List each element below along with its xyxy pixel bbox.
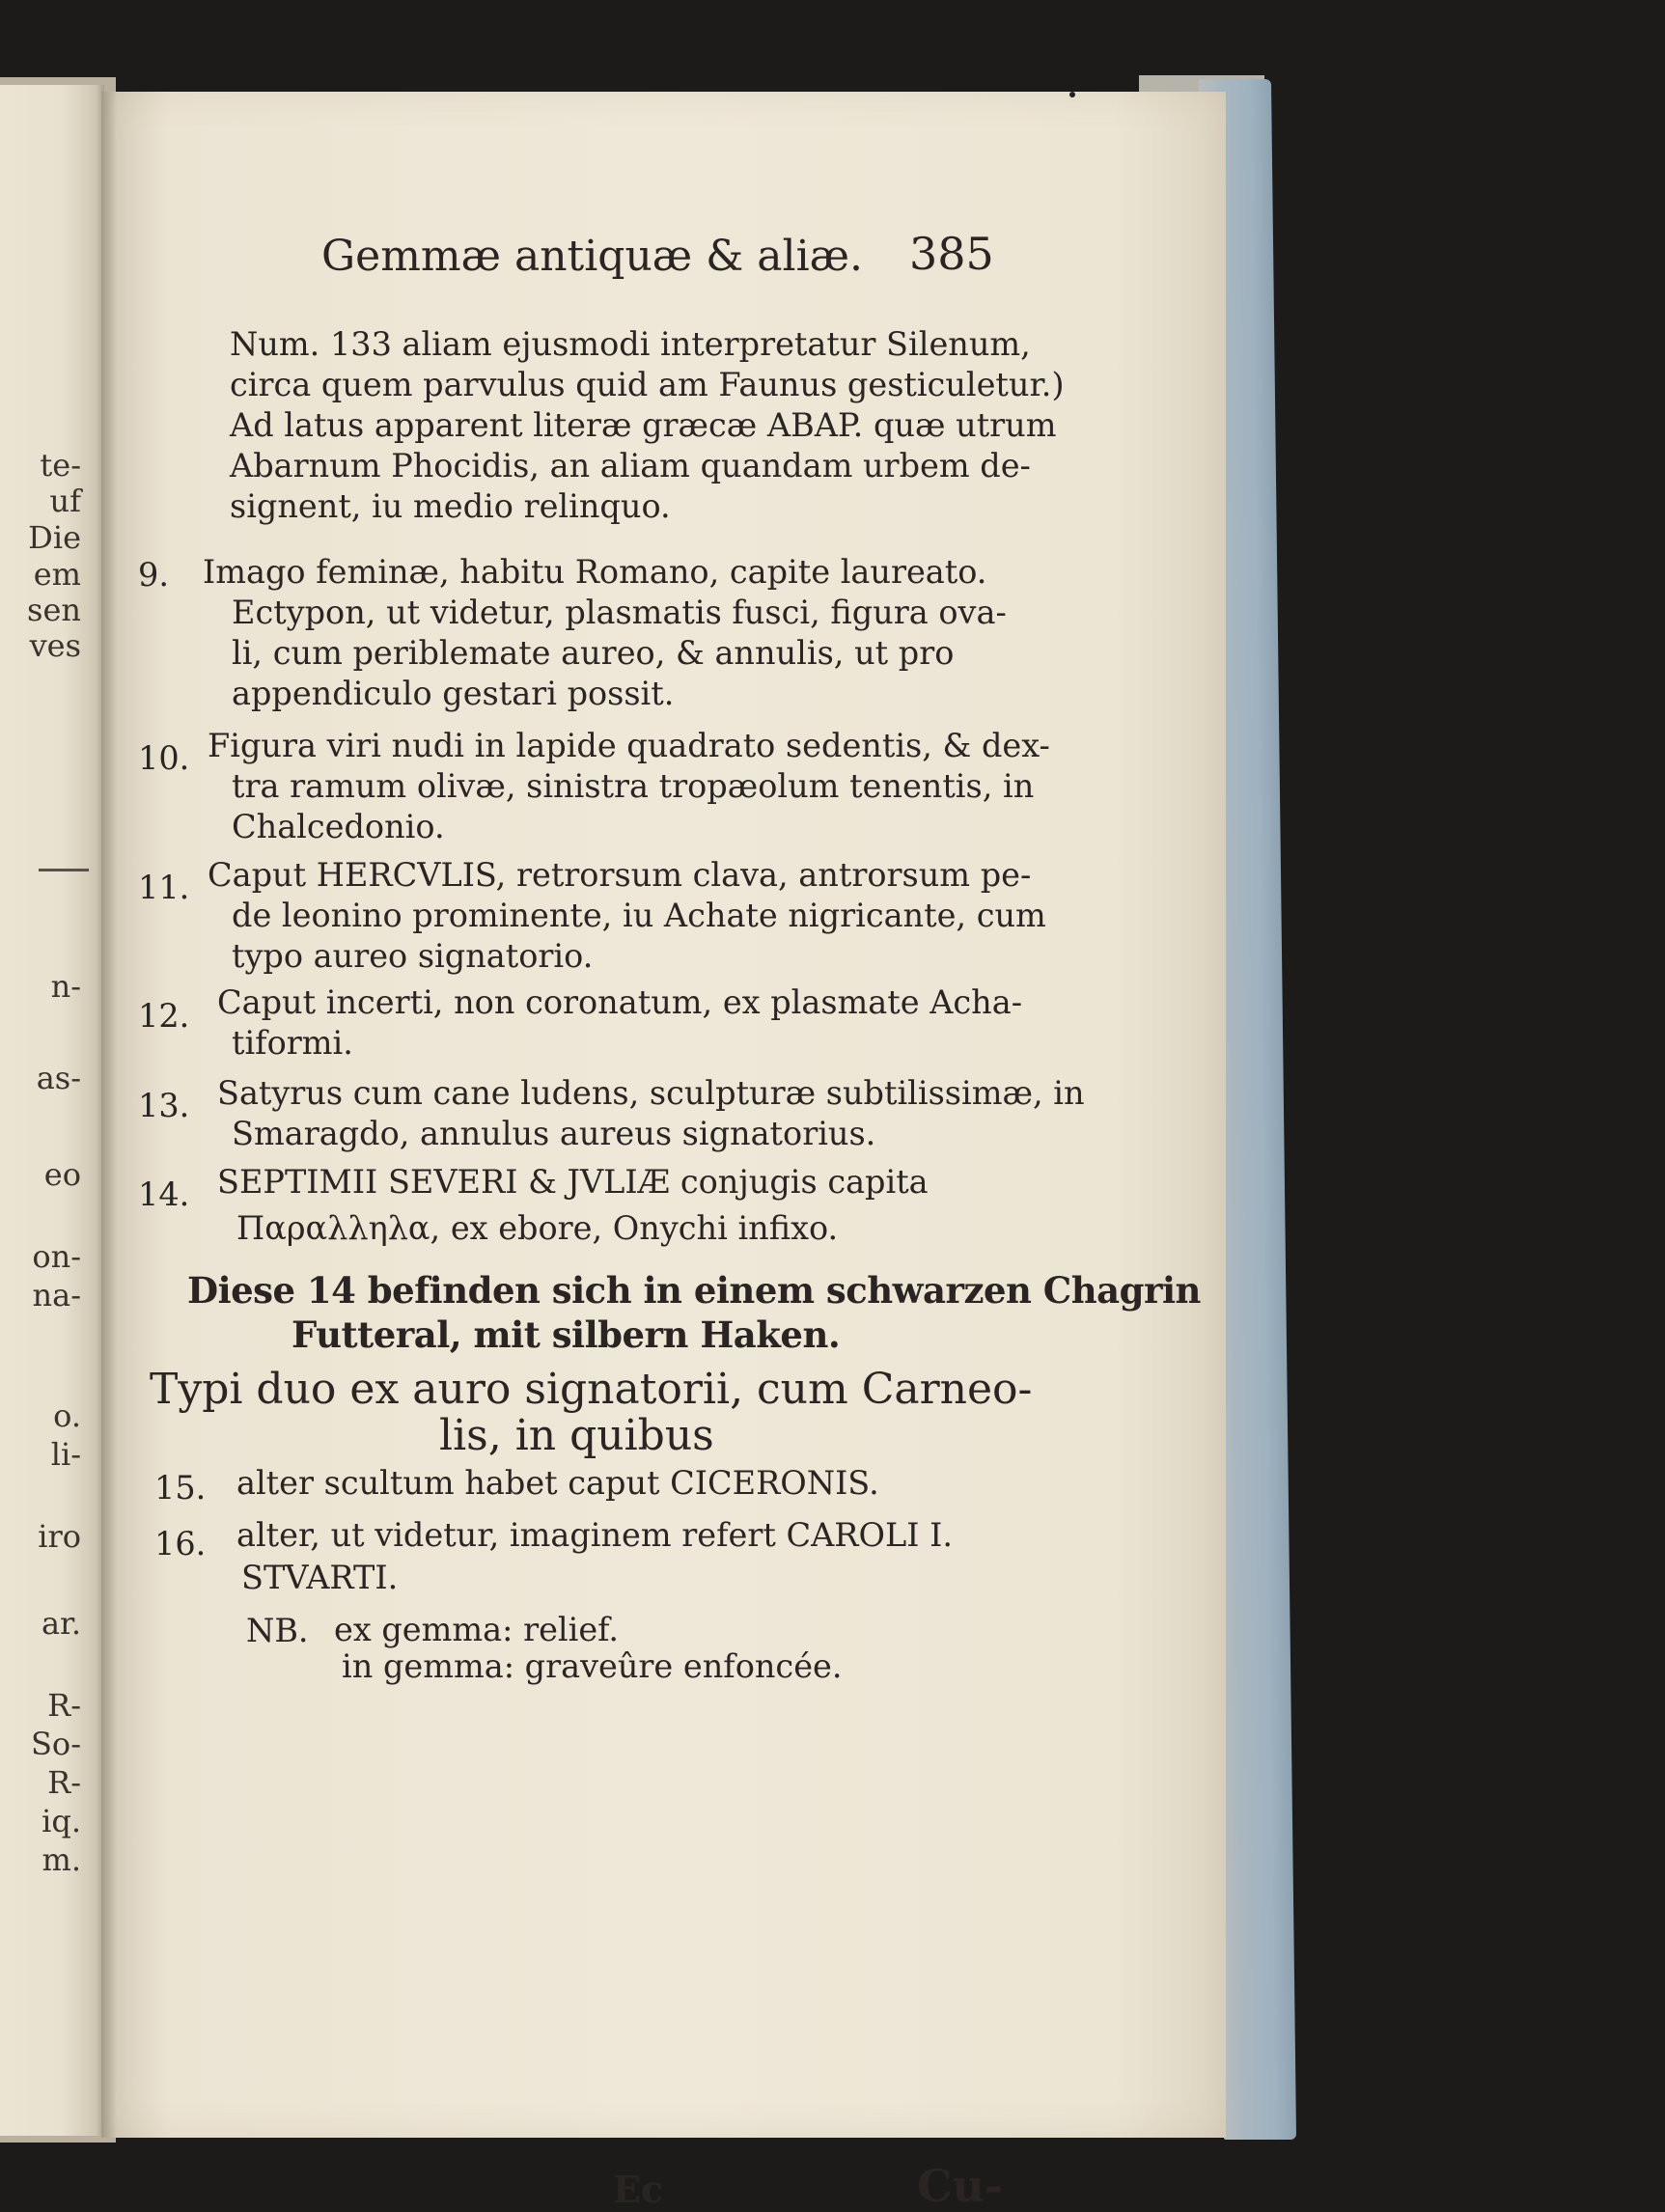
intro-line: Ad latus apparent literæ græcæ ABAP. quæ utrum: [230, 406, 1057, 444]
left-page-fragment: li-: [50, 1436, 81, 1473]
nb-line: in gemma: graveûre enfoncée.: [342, 1647, 843, 1685]
left-page-fragment: na-: [32, 1277, 81, 1313]
catchword-signature: Ec: [613, 2168, 664, 2211]
german-note-line: Futteral, mit silbern Haken.: [291, 1313, 841, 1356]
left-page-fragment: sen: [27, 592, 81, 628]
entry-line: Ectypon, ut videtur, plasmatis fusci, figura ova-: [232, 594, 1007, 631]
entry-line: Imago feminæ, habitu Romano, capite laureato.: [203, 553, 987, 591]
left-page-fragment: Die: [28, 519, 81, 556]
left-page-fragment: R-: [47, 1764, 81, 1801]
entry-line: li, cum periblemate aureo, & annulis, ut pro: [232, 634, 955, 672]
entry-number: 12.: [138, 997, 190, 1035]
entry-number: 11.: [138, 869, 190, 906]
entry-line: STVARTI.: [241, 1559, 399, 1596]
left-page-fragment: on-: [32, 1238, 81, 1275]
entry-line: Chalcedonio.: [232, 808, 445, 845]
entry-line: tra ramum olivæ, sinistra tropæolum tenentis, in: [232, 767, 1035, 805]
nb-line: ex gemma: relief.: [334, 1611, 620, 1648]
entry-line: de leonino prominente, iu Achate nigricante, cum: [232, 897, 1046, 934]
running-title: Gemmæ antiquæ & aliæ.: [321, 232, 864, 281]
entry-line: tiformi.: [232, 1024, 353, 1062]
page-gutter-shadow: [101, 92, 117, 2138]
left-page-fragment: em: [33, 556, 81, 593]
nb-label: NB.: [246, 1612, 309, 1649]
left-page-rule: [39, 869, 89, 871]
left-page-fragment: n-: [50, 968, 81, 1005]
german-note-line: Diese 14 befinden sich in einem schwarzen Chagrin: [187, 1269, 1201, 1312]
page-number: 385: [909, 228, 994, 280]
left-page-fragment: R-: [47, 1687, 81, 1724]
entry-number: 13.: [138, 1087, 190, 1124]
entry-line: Satyrus cum cane ludens, sculpturæ subtilissimæ, in: [217, 1074, 1085, 1112]
entry-line: SEPTIMII SEVERI & JVLIÆ conjugis capita: [217, 1163, 929, 1201]
left-page-fragment: m.: [42, 1841, 81, 1878]
left-page-fragment: ves: [29, 627, 81, 664]
entry-line: Caput HERCVLIS, retrorsum clava, antrorsum pe-: [208, 856, 1032, 894]
entry-line: typo aureo signatorio.: [232, 937, 594, 975]
entry-line: Caput incerti, non coronatum, ex plasmate Acha-: [217, 983, 1023, 1021]
entry-line: Figura viri nudi in lapide quadrato sedentis, & dex-: [208, 727, 1050, 764]
left-page-fragment: as-: [36, 1060, 81, 1096]
left-page-fragment: o.: [53, 1397, 81, 1434]
intro-line: signent, iu medio relinquo.: [230, 487, 671, 525]
entry-number: 9.: [138, 556, 169, 594]
left-page-fragment: uf: [49, 483, 81, 519]
intro-line: Abarnum Phocidis, an aliam quandam urbem de-: [230, 447, 1031, 484]
entry-line: Παραλληλα, ex ebore, Onychi infixo.: [236, 1209, 839, 1247]
entry-line: Smaragdo, annulus aureus signatorius.: [232, 1115, 876, 1152]
entry-line: alter scultum habet caput CICERONIS.: [236, 1464, 879, 1502]
intro-line: circa quem parvulus quid am Faunus gesticuletur.): [230, 366, 1065, 403]
left-page-fragment: te-: [40, 447, 81, 484]
left-page-fragment: iq.: [42, 1803, 81, 1839]
previous-page: [0, 85, 104, 2136]
ink-speck: [1069, 92, 1075, 97]
intro-line: Num. 133 aliam ejusmodi interpretatur Silenum,: [230, 325, 1031, 363]
entry-number: 16.: [154, 1525, 207, 1562]
left-page-fragment: iro: [38, 1518, 81, 1555]
left-page-fragment: ar.: [41, 1605, 81, 1642]
entry-line: appendiculo gestari possit.: [232, 675, 675, 712]
catchword: Cu-: [917, 2160, 1004, 2212]
entry-number: 10.: [138, 739, 190, 777]
section-heading-line: Typi duo ex auro signatorii, cum Carneo-: [150, 1365, 1033, 1414]
section-heading-line: lis, in quibus: [439, 1411, 714, 1460]
entry-line: alter, ut videtur, imaginem refert CAROLI I.: [236, 1516, 954, 1554]
entry-number: 14.: [138, 1175, 190, 1213]
left-page-fragment: eo: [43, 1156, 81, 1193]
entry-number: 15.: [154, 1469, 207, 1507]
left-page-fragment: So-: [31, 1726, 81, 1762]
